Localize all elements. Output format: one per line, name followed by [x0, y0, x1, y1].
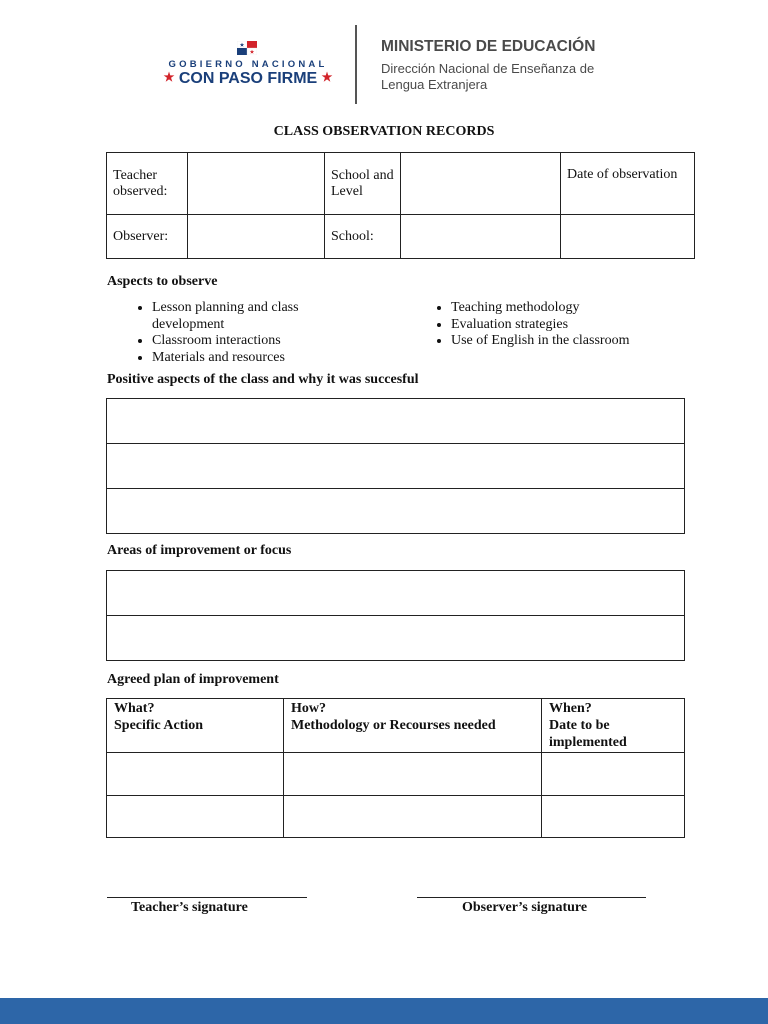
ministry-subtitle: Dirección Nacional de Enseñanza de Lengua Extranjera	[381, 61, 595, 92]
date-field[interactable]	[561, 215, 695, 259]
list-item: • Classroom interactions	[152, 333, 352, 350]
plan-how-field[interactable]	[284, 753, 542, 796]
teacher-signature-line[interactable]	[107, 897, 307, 898]
teacher-signature-label: Teacher’s signature	[131, 900, 248, 915]
plan-what-field[interactable]	[107, 796, 284, 838]
plan-col-when-sub: Date to be implemented	[549, 718, 627, 750]
plan-col-what-title: What?	[114, 701, 155, 716]
observer-field[interactable]	[188, 215, 325, 259]
aspects-right-list	[406, 300, 711, 350]
teacher-field[interactable]	[188, 153, 325, 215]
teacher-label-cell	[107, 153, 188, 215]
improvement-table	[106, 570, 685, 661]
observer-signature-line[interactable]	[417, 897, 646, 898]
plan-col-when	[542, 699, 685, 753]
star-icon: ★	[163, 70, 175, 84]
list-item: • Evaluation strategies	[451, 317, 711, 334]
school-label: School:	[331, 228, 374, 244]
plan-col-when-title: When?	[549, 701, 592, 716]
school-level-label-cell	[325, 153, 401, 215]
observer-label: Observer:	[113, 228, 169, 244]
list-item: • Lesson planning and class development	[152, 300, 352, 333]
date-label: Date of observation	[567, 167, 678, 182]
plan-col-what-sub: Specific Action	[114, 718, 204, 733]
list-item: • Use of English in the classroom	[451, 333, 711, 350]
positive-aspects-table	[106, 398, 685, 534]
list-item: • Materials and resources	[152, 350, 352, 367]
star-icon: ★	[321, 70, 333, 84]
plan-what-field[interactable]	[107, 753, 284, 796]
aspects-heading: Aspects to observe	[107, 274, 218, 289]
school-field[interactable]	[401, 215, 561, 259]
plan-col-how-title: How?	[291, 701, 326, 716]
improvement-heading: Areas of improvement or focus	[107, 543, 292, 558]
ministry-title: MINISTERIO DE EDUCACIÓN	[381, 38, 596, 55]
government-label: GOBIERNO NACIONAL	[168, 59, 328, 70]
letterhead	[0, 0, 768, 112]
plan-when-field[interactable]	[542, 753, 685, 796]
panama-flag-icon	[237, 41, 257, 55]
date-label-cell	[561, 153, 695, 215]
government-slogan	[160, 70, 336, 88]
school-level-label: School and Level	[331, 167, 394, 199]
plan-col-what	[107, 699, 284, 753]
government-slogan-text: CON PASO FIRME	[178, 70, 318, 87]
document-title: CLASS OBSERVATION RECORDS	[273, 124, 495, 139]
teacher-label: Teacher observed:	[113, 167, 168, 199]
observer-label-cell	[107, 215, 188, 259]
improvement-plan-table	[106, 698, 685, 838]
improvement-field-2[interactable]	[107, 616, 685, 661]
improvement-field-1[interactable]	[107, 571, 685, 616]
header-divider	[355, 25, 357, 104]
plan-how-field[interactable]	[284, 796, 542, 838]
school-level-field[interactable]	[401, 153, 561, 215]
aspects-left-list	[107, 300, 352, 366]
school-label-cell	[325, 215, 401, 259]
observer-signature-label: Observer’s signature	[462, 900, 588, 915]
positive-field-3[interactable]	[107, 489, 685, 534]
positive-heading: Positive aspects of the class and why it was succesful	[107, 372, 419, 387]
observation-info-table	[106, 152, 695, 259]
plan-col-how	[284, 699, 542, 753]
positive-field-2[interactable]	[107, 444, 685, 489]
plan-col-how-sub: Methodology or Recourses needed	[291, 718, 496, 733]
positive-field-1[interactable]	[107, 399, 685, 444]
list-item: • Teaching methodology	[451, 300, 711, 317]
footer-bar	[0, 998, 768, 1024]
plan-when-field[interactable]	[542, 796, 685, 838]
plan-heading: Agreed plan of improvement	[107, 672, 279, 687]
